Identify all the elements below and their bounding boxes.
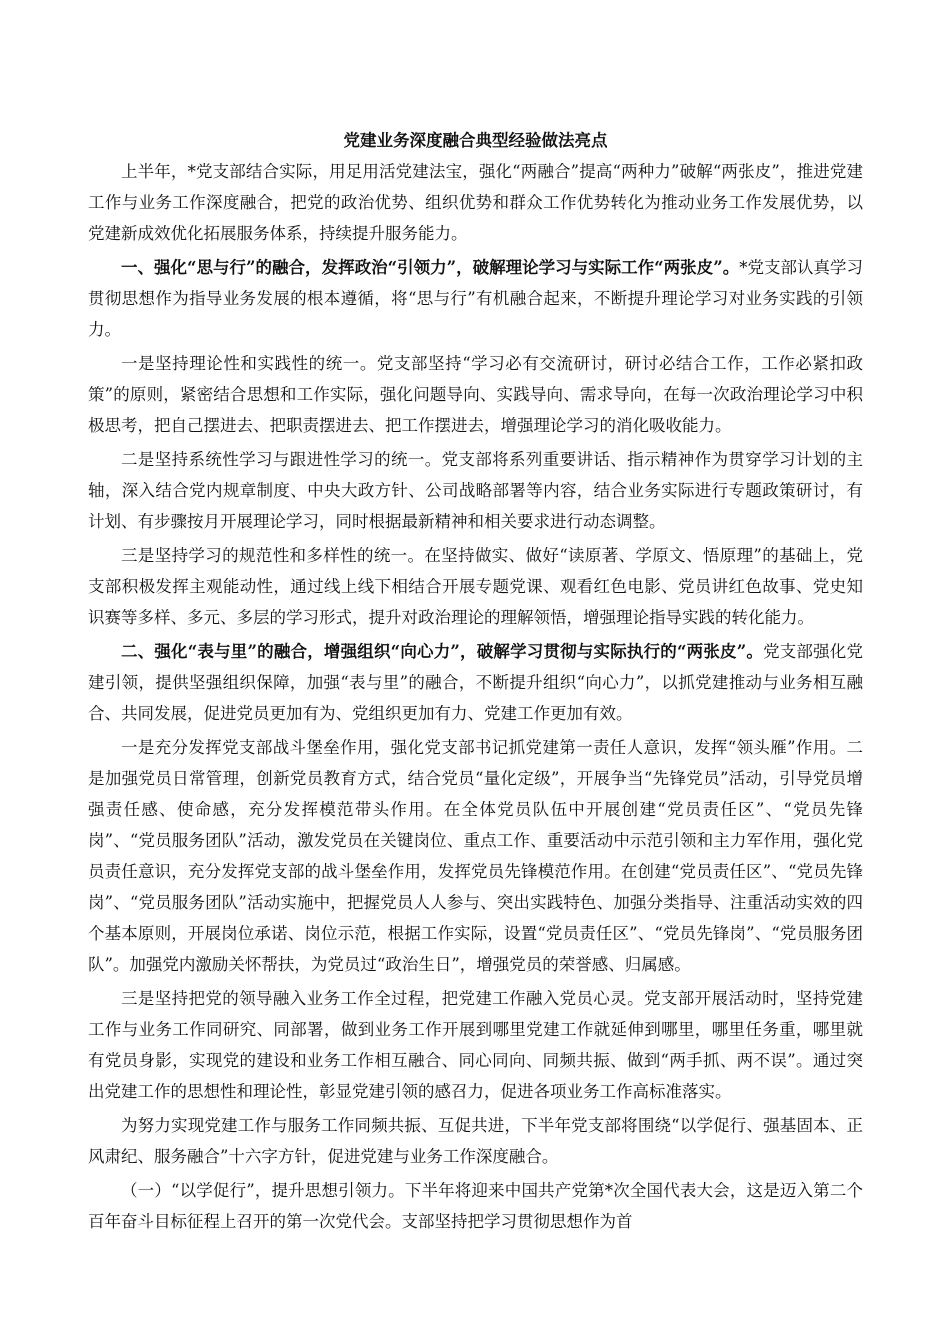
paragraph-point-1-3	[88, 540, 863, 633]
paragraph-plan	[88, 1110, 863, 1172]
paragraph-section-two	[88, 636, 863, 729]
paragraph-text: 上半年，*党支部结合实际，用足用活党建法宝，强化“两融合”提高“两种力”破解“两张皮”，推进党建工作与业务工作深度融合，把党的政治优势、组织优势和群众工作优势转化为推动业务工作发展优势，以党建新成效优化拓展服务体系，持续提升服务能力。	[88, 162, 863, 243]
paragraph-text: 二是坚持系统性学习与跟进性学习的统一。党支部将系列重要讲话、指示精神作为贯穿学习计划的主轴，深入结合党内规章制度、中央大政方针、公司战略部署等内容，结合业务实际进行专题政策研讨，有计划、有步骤按月开展理论学习，同时根据最新精神和相关要求进行动态调整。	[88, 450, 863, 531]
paragraph-point-2-3	[88, 983, 863, 1107]
paragraph-point-1-2	[88, 444, 863, 537]
paragraph-text: 一是坚持理论性和实践性的统一。党支部坚持“学习必有交流研讨，研讨必结合工作，工作必紧扣政策”的原则，紧密结合思想和工作实际，强化问题导向、实践导向、需求导向，在每一次政治理论学习中积极思考，把自己摆进去、把职责摆进去、把工作摆进去，增强理论学习的消化吸收能力。	[88, 354, 863, 435]
paragraph-plan-item-1	[88, 1175, 863, 1237]
paragraph-text: 三是坚持学习的规范性和多样性的统一。在坚持做实、做好“读原著、学原文、悟原理”的基础上，党支部积极发挥主观能动性，通过线上线下相结合开展专题党课、观看红色电影、党员讲红色故事、党史知识赛等多样、多元、多层的学习形式，提升对政治理论的理解领悟，增强理论指导实践的转化能力。	[88, 546, 863, 627]
paragraph-text: 为努力实现党建工作与服务工作同频共振、互促共进，下半年党支部将围绕“以学促行、强基固本、正风肃纪、服务融合”十六字方针，促进党建与业务工作深度融合。	[88, 1116, 863, 1166]
document-title: 党建业务深度融合典型经验做法亮点	[343, 131, 608, 150]
paragraph-intro	[88, 156, 863, 249]
section-heading-one: 一、强化“思与行”的融合，发挥政治“引领力”，破解理论学习与实际工作“两张皮”。	[121, 258, 740, 277]
paragraph-point-1-1	[88, 348, 863, 441]
paragraph-text: （一）“以学促行”，提升思想引领力。下半年将迎来中国共产党第*次全国代表大会，这是迈入第二个百年奋斗目标征程上召开的第一次党代会。支部坚持把学习贯彻思想作为首	[88, 1181, 863, 1231]
paragraph-text: 三是坚持把党的领导融入业务工作全过程，把党建工作融入党员心灵。党支部开展活动时，坚持党建工作与业务工作同研究、同部署，做到业务工作开展到哪里党建工作就延伸到哪里，哪里任务重，哪里就有党员身影，实现党的建设和业务工作相互融合、同心同向、同频共振、做到“两手抓、两不误”。通过突出党建工作的思想性和理论性，彰显党建引领的感召力，促进各项业务工作高标准落实。	[88, 989, 863, 1101]
paragraph-text: 一是充分发挥党支部战斗堡垒作用，强化党支部书记抓党建第一责任人意识，发挥“领头雁”作用。二是加强党员日常管理，创新党员教育方式，结合党员“量化定级”，开展争当“先锋党员”活动，引导党员增强责任感、使命感，充分发挥模范带头作用。在全体党员队伍中开展创建“党员责任区”、“党员先锋岗”、“党员服务团队”活动，激发党员在关键岗位、重点工作、重要活动中示范引领和主力军作用，强化党员责任意识，充分发挥党支部的战斗堡垒作用，发挥党员先锋模范作用。在创建“党员责任区”、“党员先锋岗”、“党员服务团队”活动实施中，把握党员人人参与、突出实践特色、加强分类指导、注重活动实效的四个基本原则，开展岗位承诺、岗位示范，根据工作实际，设置“党员责任区”、“党员先锋岗”、“党员服务团队”。加强党内激励关怀帮扶，为党员过“政治生日”，增强党员的荣誉感、归属感。	[88, 738, 863, 974]
section-heading-two: 二、强化“表与里”的融合，增强组织“向心力”，破解学习贯彻与实际执行的“两张皮”。	[121, 642, 764, 661]
paragraph-point-2-1	[88, 732, 863, 980]
paragraph-text: 党支部强化党建引领，提供坚强组织保障，加强“表与里”的融合，不断提升组织“向心力”，以抓党建推动与业务相互融合、共同发展，促进党员更加有为、党组织更加有力、党建工作更加有效。	[88, 642, 863, 723]
paragraph-text: *党支部认真学习贯彻思想作为指导业务发展的根本遵循，将“思与行”有机融合起来，不断提升理论学习对业务实践的引领力。	[88, 258, 863, 339]
paragraph-section-one	[88, 252, 863, 345]
document-page	[88, 128, 863, 1240]
